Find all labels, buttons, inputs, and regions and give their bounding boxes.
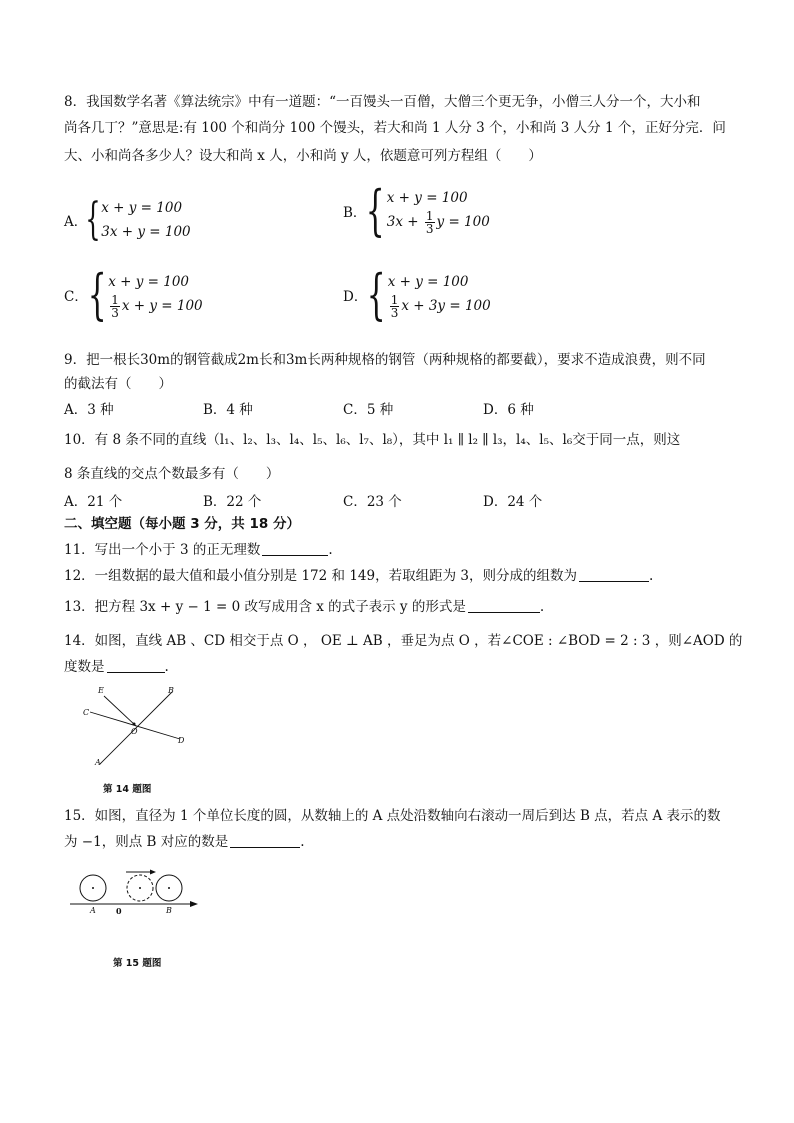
q15-caption: 第 15 题图 [113,958,162,969]
q9-choice-c[interactable]: C．5 种 [343,402,394,418]
q10-line-1: 10．有 8 条不同的直线（l₁、l₂、l₃、l₄、l₅、l₆、l₇、l₈），其中 l₁ ∥ l₂ ∥ l₃，l₄、l₅、l₆交于同一点，则这 [64,432,681,448]
point-label: A [95,758,101,767]
q9-choice-b[interactable]: B．4 种 [203,402,253,418]
brace-icon: { [366,178,386,242]
brace-icon: { [85,194,101,245]
brace-icon: { [367,262,386,326]
circle-center [168,887,170,889]
equation: $\frac{1}{3}$ x + y = 100 [111,293,203,320]
answer-blank[interactable] [262,541,328,556]
q10-choice-a[interactable]: A．21 个 [64,494,123,510]
answer-blank[interactable] [579,567,649,582]
q14-caption: 第 14 题图 [103,784,152,795]
equation: $\frac{1}{3}$ x + 3y = 100 [390,293,491,320]
q8-option-c[interactable] [64,262,203,326]
axis-label: A [90,906,96,915]
q9-line-2: 的截法有（ ） [64,376,172,392]
option-label: A． [64,214,88,230]
equation: x + y = 100 [387,274,469,290]
q8-option-a[interactable] [64,196,191,244]
q9-choice-a[interactable]: A．3 种 [64,402,114,418]
circle-center [92,887,94,889]
brace-icon: { [87,262,107,326]
option-label: C． [64,288,88,305]
q12: 12．一组数据的最大值和最小值分别是 172 和 149，若取组距为 3，则分成的组数为 . [64,568,654,584]
q8-option-d[interactable] [343,262,491,326]
point-label: E [98,686,104,695]
equation: 3x + y = 100 [101,224,191,240]
q13: 13．把方程 3x + y − 1 = 0 改写成用含 x 的式子表示 y 的形式是 . [64,599,545,615]
point-o [133,723,136,726]
circle-center [139,887,141,889]
point-label: C [83,708,90,717]
q10-choice-d[interactable]: D．24 个 [483,494,543,510]
answer-blank[interactable] [230,833,300,848]
ray-oe [104,696,136,726]
q15-line-1: 15．如图，直径为 1 个单位长度的圆，从数轴上的 A 点处沿数轴向右滚动一周后到达 B 点，若点 A 表示的数 [64,808,721,824]
point-label: B [168,686,174,695]
q8-line-3: 大、小和尚各多少人？设大和尚 x 人，小和尚 y 人，依题意可列方程组（ ） [64,148,542,164]
q14-line-1: 14．如图，直线 AB 、CD 相交于点 O ， OE ⊥ AB ，垂足为点 O ，若∠COE : ∠BOD = 2 : 3 ，则∠AOD 的 [64,633,743,649]
q11: 11．写出一个小于 3 的正无理数 . [64,542,333,558]
answer-blank[interactable] [468,598,540,613]
arrow-icon [190,901,198,907]
equation: 3x + $\frac{1}{3}$ y = 100 [386,209,490,236]
q14-line-2: 度数是 . [64,659,169,675]
axis-label: 0 [116,906,122,916]
q10-choice-b[interactable]: B．22 个 [203,494,262,510]
q8-line-1: 8．我国数学名著《算法统宗》中有一道题：“一百馒头一百僧，大僧三个更无争，小僧三人分一个，大小和 [64,94,701,110]
point-label: D [178,736,185,745]
point-label: O [131,727,138,736]
equation: x + y = 100 [386,190,468,206]
axis-label: B [166,906,172,915]
arrow-icon [150,870,156,875]
section-heading: 二、填空题（每小题 3 分，共 18 分） [64,516,300,532]
q8-line-2: 尚各几丁？”意思是:有 100 个和尚分 100 个馒头，若大和尚 1 人分 3 个，小和尚 3 人分 1 个，正好分完．问 [64,120,726,136]
q8-option-b[interactable] [343,178,490,242]
q15-line-2: 为 −1，则点 B 对应的数是 . [64,834,305,850]
answer-blank[interactable] [107,658,165,673]
q9-choice-d[interactable]: D．6 种 [483,402,534,418]
equation: x + y = 100 [108,274,189,290]
option-label: B． [343,204,367,221]
q15-figure [68,866,200,908]
option-label: D． [343,288,368,305]
q10-choice-c[interactable]: C．23 个 [343,494,402,510]
q9-line-1: 9．把一根长30m的钢管截成2m长和3m长两种规格的钢管（两种规格的都要截），要求不造成浪费，则不同 [64,352,706,368]
equation: x + y = 100 [101,200,183,216]
q10-line-2: 8 条直线的交点个数最多有（ ） [64,466,280,482]
